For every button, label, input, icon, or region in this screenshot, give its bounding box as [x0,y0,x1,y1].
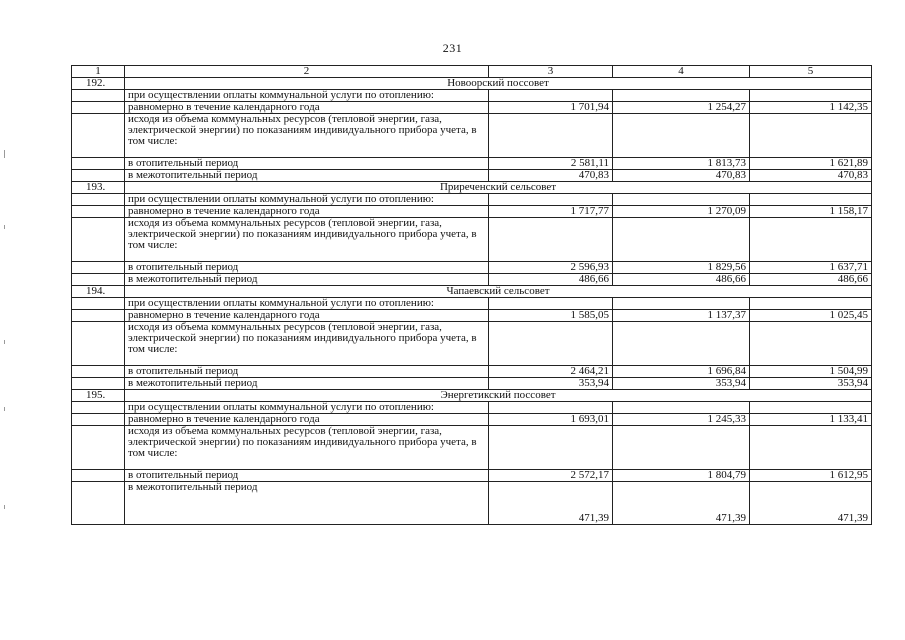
uniform-value: 1 025,45 [750,310,872,322]
row-index-cell [72,414,125,426]
meter-label: исходя из объема коммунальных ресурсов (тепловой энергии, газа, электрической энергии) по показаниям индивидуального прибора учета, в том числе: [125,426,489,470]
uniform-value: 1 693,01 [489,414,613,426]
interheating-value: 353,94 [489,378,613,390]
value-cell [489,114,613,158]
intro-row [72,194,872,206]
row-index-cell [72,482,125,525]
row-index-cell [72,158,125,170]
intro-label: при осуществлении оплаты коммунальной услуги по отоплению: [125,194,489,206]
uniform-value: 1 158,17 [750,206,872,218]
uniform-value: 1 133,41 [750,414,872,426]
interheating-row [72,378,872,390]
value-cell [613,90,750,102]
interheating-value: 470,83 [613,170,750,182]
value-cell [750,322,872,366]
heating-value: 1 612,95 [750,470,872,482]
row-index-cell [72,114,125,158]
header-cell-3: 3 [489,66,613,78]
header-cell-2: 2 [125,66,489,78]
heating-label: в отопительный период [125,158,489,170]
row-index-cell [72,322,125,366]
interheating-value: 486,66 [489,274,613,286]
value-cell [613,218,750,262]
uniform-label: равномерно в течение календарного года [125,414,489,426]
section-index: 192. [72,78,125,90]
value-cell [489,194,613,206]
uniform-value: 1 717,77 [489,206,613,218]
interheating-value: 471,39 [750,482,872,525]
interheating-label: в межотопительный период [125,274,489,286]
interheating-row [72,482,872,525]
section-title-row [72,182,872,194]
heating-value: 1 504,99 [750,366,872,378]
uniform-row [72,310,872,322]
value-cell [750,114,872,158]
row-index-cell [72,90,125,102]
header-cell-1: 1 [72,66,125,78]
row-index-cell [72,206,125,218]
row-index-cell [72,262,125,274]
heating-value: 2 464,21 [489,366,613,378]
header-cell-5: 5 [750,66,872,78]
meter-label: исходя из объема коммунальных ресурсов (тепловой энергии, газа, электрической энергии) по показаниям индивидуального прибора учета, в том числе: [125,218,489,262]
uniform-value: 1 270,09 [613,206,750,218]
row-index-cell [72,170,125,182]
header-cell-4: 4 [613,66,750,78]
interheating-value: 471,39 [613,482,750,525]
uniform-value: 1 137,37 [613,310,750,322]
heating-value: 2 596,93 [489,262,613,274]
uniform-value: 1 142,35 [750,102,872,114]
value-cell [750,90,872,102]
value-cell [489,90,613,102]
row-index-cell [72,274,125,286]
value-cell [750,426,872,470]
section-title: Чапаевский сельсовет [125,286,872,298]
scan-artifact-mark [4,340,5,344]
intro-label: при осуществлении оплаты коммунальной услуги по отоплению: [125,402,489,414]
row-index-cell [72,426,125,470]
heating-label: в отопительный период [125,470,489,482]
row-index-cell [72,366,125,378]
interheating-value: 486,66 [613,274,750,286]
row-index-cell [72,298,125,310]
interheating-value: 470,83 [489,170,613,182]
table-body [72,66,872,525]
row-index-cell [72,218,125,262]
meter-row [72,114,872,158]
heating-value: 1 813,73 [613,158,750,170]
heating-value: 1 621,89 [750,158,872,170]
uniform-label: равномерно в течение календарного года [125,206,489,218]
page-number: 231 [442,41,463,55]
heating-row [72,158,872,170]
uniform-row [72,206,872,218]
value-cell [613,298,750,310]
interheating-label: в межотопительный период [125,378,489,390]
interheating-value: 353,94 [750,378,872,390]
heating-value: 1 829,56 [613,262,750,274]
section-index: 195. [72,390,125,402]
meter-row [72,426,872,470]
heating-row [72,262,872,274]
interheating-value: 471,39 [489,482,613,525]
intro-label: при осуществлении оплаты коммунальной услуги по отоплению: [125,90,489,102]
uniform-label: равномерно в течение календарного года [125,102,489,114]
heating-value: 1 804,79 [613,470,750,482]
meter-row [72,218,872,262]
interheating-value: 353,94 [613,378,750,390]
value-cell [750,218,872,262]
scan-artifact-mark [4,225,5,229]
scan-artifact-mark [4,407,5,411]
meter-label: исходя из объема коммунальных ресурсов (тепловой энергии, газа, электрической энергии) по показаниям индивидуального прибора учета, в том числе: [125,114,489,158]
row-index-cell [72,194,125,206]
table-header-row [72,66,872,78]
uniform-value: 1 701,94 [489,102,613,114]
uniform-row [72,414,872,426]
uniform-label: равномерно в течение календарного года [125,310,489,322]
row-index-cell [72,102,125,114]
tariff-table [71,65,872,525]
interheating-row [72,274,872,286]
value-cell [750,298,872,310]
heating-value: 1 637,71 [750,262,872,274]
value-cell [613,114,750,158]
uniform-value: 1 245,33 [613,414,750,426]
value-cell [613,402,750,414]
heating-label: в отопительный период [125,366,489,378]
section-title: Приреченский сельсовет [125,182,872,194]
interheating-value: 486,66 [750,274,872,286]
heating-label: в отопительный период [125,262,489,274]
uniform-value: 1 585,05 [489,310,613,322]
value-cell [489,402,613,414]
section-index: 194. [72,286,125,298]
uniform-value: 1 254,27 [613,102,750,114]
intro-label: при осуществлении оплаты коммунальной услуги по отоплению: [125,298,489,310]
row-index-cell [72,310,125,322]
heating-value: 2 581,11 [489,158,613,170]
value-cell [750,194,872,206]
heating-row [72,470,872,482]
section-title-row [72,78,872,90]
intro-row [72,90,872,102]
interheating-label: в межотопительный период [125,482,489,525]
uniform-row [72,102,872,114]
value-cell [613,194,750,206]
row-index-cell [72,402,125,414]
row-index-cell [72,470,125,482]
row-index-cell [72,378,125,390]
heating-value: 2 572,17 [489,470,613,482]
value-cell [489,426,613,470]
heating-row [72,366,872,378]
value-cell [750,402,872,414]
intro-row [72,402,872,414]
value-cell [613,426,750,470]
interheating-label: в межотопительный период [125,170,489,182]
intro-row [72,298,872,310]
section-title: Новоорский поссовет [125,78,872,90]
scan-artifact-mark [4,150,5,158]
section-title-row [72,390,872,402]
section-index: 193. [72,182,125,194]
section-title: Энергетикский поссовет [125,390,872,402]
scan-artifact-mark [4,505,5,509]
value-cell [613,322,750,366]
interheating-row [72,170,872,182]
section-title-row [72,286,872,298]
heating-value: 1 696,84 [613,366,750,378]
value-cell [489,218,613,262]
value-cell [489,322,613,366]
meter-label: исходя из объема коммунальных ресурсов (тепловой энергии, газа, электрической энергии) по показаниям индивидуального прибора учета, в том числе: [125,322,489,366]
meter-row [72,322,872,366]
interheating-value: 470,83 [750,170,872,182]
value-cell [489,298,613,310]
